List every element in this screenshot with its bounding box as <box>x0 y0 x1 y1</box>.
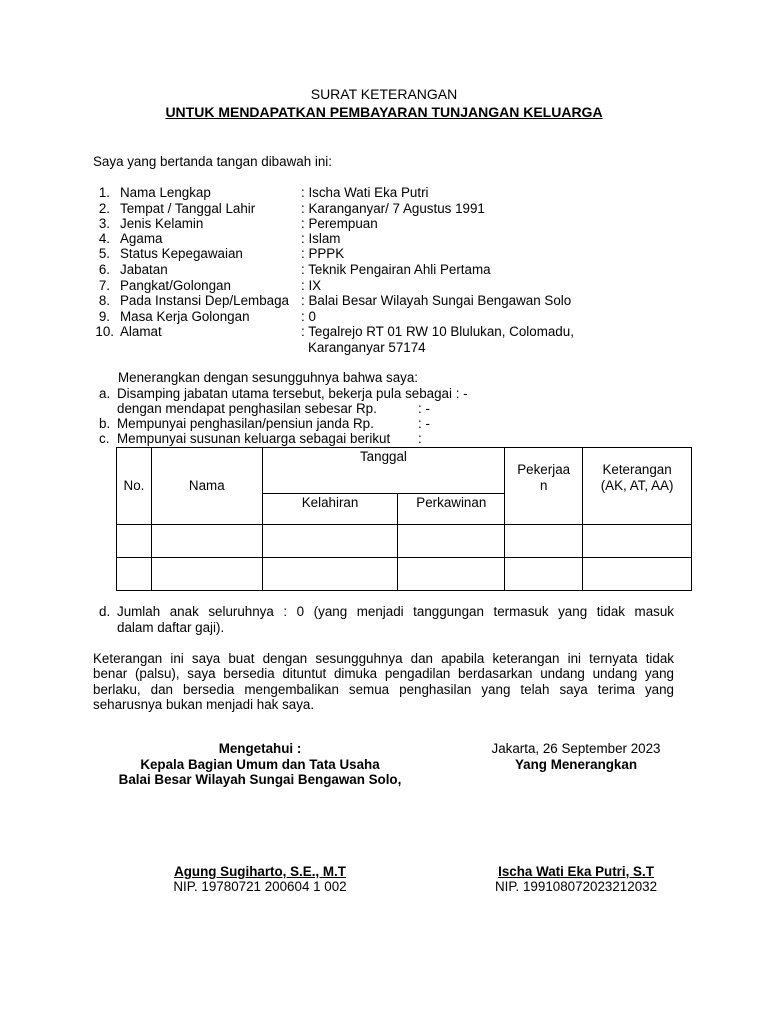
table-cell <box>505 558 583 591</box>
pekerjaan-line-1: Pekerjaa <box>517 462 571 477</box>
field-label: Nama Lengkap <box>120 185 211 200</box>
field-value: : Tegalrejo RT 01 RW 10 Blulukan, Colomadu, <box>301 324 574 339</box>
table-cell <box>151 558 262 591</box>
table-header-perkawinan: Perkawinan <box>398 494 505 525</box>
item-letter: c. <box>99 431 110 446</box>
field-label: Jabatan <box>120 262 168 277</box>
field-value: : PPPK <box>301 246 345 261</box>
item-c-text: Mempunyai susunan keluarga sebagai berikut <box>117 431 391 446</box>
field-value: : Perempuan <box>301 216 378 231</box>
field-value: : IX <box>301 278 322 293</box>
table-row <box>117 525 692 558</box>
right-sign-heading: Yang Menerangkan <box>514 757 638 772</box>
field-label: Jenis Kelamin <box>120 216 204 231</box>
table-cell <box>583 558 692 591</box>
field-label: Alamat <box>120 324 162 339</box>
item-b-text: Mempunyai penghasilan/pensiun janda Rp. <box>117 416 374 431</box>
table-cell <box>583 525 692 558</box>
field-value: : Balai Besar Wilayah Sungai Bengawan Solo <box>301 293 572 308</box>
table-header-tanggal: Tanggal <box>262 448 505 494</box>
field-number: 2. <box>98 201 110 216</box>
field-number: 9. <box>98 309 110 324</box>
document-title: SURAT KETERANGAN <box>310 86 458 102</box>
table-cell <box>505 525 583 558</box>
item-a-text-2: dengan mendapat penghasilan sebesar Rp. <box>117 401 377 416</box>
closing-line: benar (palsu), saya bersedia dituntut dimuka pengadilan berdasarkan undang undang yang <box>93 666 674 681</box>
table-cell <box>117 558 152 591</box>
right-signer-nip: NIP. 199108072023212032 <box>494 879 658 894</box>
field-value-continued: Karanganyar 57174 <box>308 340 426 355</box>
place-date: Jakarta, 26 September 2023 <box>491 741 661 756</box>
field-number: 10. <box>95 324 114 339</box>
item-letter: d. <box>99 604 111 619</box>
field-number: 6. <box>98 262 110 277</box>
left-sign-office: Balai Besar Wilayah Sungai Bengawan Solo, <box>118 772 402 787</box>
field-value: : Ischa Wati Eka Putri <box>301 185 429 200</box>
keterangan-line-2: (AK, AT, AA) <box>600 478 674 493</box>
field-label: Pada Instansi Dep/Lembaga <box>120 293 289 308</box>
field-number: 1. <box>98 185 110 200</box>
item-d-text: Jumlah anak seluruhnya : 0 (yang menjadi tanggungan termasuk yang tidak masuk <box>117 604 674 619</box>
table-cell <box>398 525 505 558</box>
declaration-text: Menerangkan dengan sesungguhnya bahwa saya: <box>118 370 419 385</box>
table-row <box>117 558 692 591</box>
table-cell <box>262 558 398 591</box>
item-letter: b. <box>99 416 111 431</box>
left-signer-name: Agung Sugiharto, S.E., M.T <box>174 864 346 879</box>
family-table <box>116 447 692 591</box>
document-subtitle: UNTUK MENDAPATKAN PEMBAYARAN TUNJANGAN KELUARGA <box>165 104 603 120</box>
left-signer-name-wrap <box>60 864 460 880</box>
right-signer-name-wrap <box>476 864 676 880</box>
item-d-text-2: dalam daftar gaji). <box>117 620 225 635</box>
table-cell <box>398 558 505 591</box>
field-label: Status Kepegawaian <box>120 246 243 261</box>
field-label: Masa Kerja Golongan <box>120 309 250 324</box>
table-header-no: No. <box>117 448 152 525</box>
item-c-value: : <box>418 431 422 446</box>
field-value: : 0 <box>301 309 316 324</box>
field-label: Agama <box>120 231 163 246</box>
field-number: 7. <box>98 278 110 293</box>
item-letter: a. <box>99 386 111 401</box>
closing-line: seharusnya bukan menjadi hak saya. <box>93 697 315 712</box>
table-header-keterangan <box>583 448 692 525</box>
left-sign-heading: Mengetahui : <box>218 741 302 756</box>
pekerjaan-line-2: n <box>539 478 548 493</box>
left-signer-nip: NIP. 19780721 200604 1 002 <box>173 879 347 894</box>
item-a-text: Disamping jabatan utama tersebut, bekerja pula sebagai : - <box>117 386 468 401</box>
closing-line: berlaku, dan bersedia mengembalikan semua penghasilan yang telah saya terima yang <box>93 682 674 697</box>
field-number: 5. <box>98 246 110 261</box>
field-label: Tempat / Tanggal Lahir <box>120 201 256 216</box>
field-number: 4. <box>98 231 110 246</box>
item-a-value: : - <box>418 401 430 416</box>
right-signer-name: Ischa Wati Eka Putri, S.T <box>498 864 654 879</box>
table-header-kelahiran: Kelahiran <box>262 494 398 525</box>
item-b-value: : - <box>418 416 430 431</box>
closing-line: Keterangan ini saya buat dengan sesungguhnya dan apabila keterangan ini ternyata tidak <box>93 651 674 666</box>
table-header-pekerjaan <box>505 448 583 525</box>
left-sign-position: Kepala Bagian Umum dan Tata Usaha <box>140 757 380 772</box>
field-value: : Islam <box>301 231 341 246</box>
field-number: 8. <box>98 293 110 308</box>
keterangan-line-1: Keterangan <box>602 462 672 477</box>
field-number: 3. <box>98 216 110 231</box>
intro-text: Saya yang bertanda tangan dibawah ini: <box>93 154 332 169</box>
field-value: : Teknik Pengairan Ahli Pertama <box>301 262 491 277</box>
table-cell <box>262 525 398 558</box>
table-cell <box>117 525 152 558</box>
table-header-nama: Nama <box>151 448 262 525</box>
table-cell <box>151 525 262 558</box>
field-label: Pangkat/Golongan <box>120 278 231 293</box>
field-value: : Karanganyar/ 7 Agustus 1991 <box>301 201 485 216</box>
